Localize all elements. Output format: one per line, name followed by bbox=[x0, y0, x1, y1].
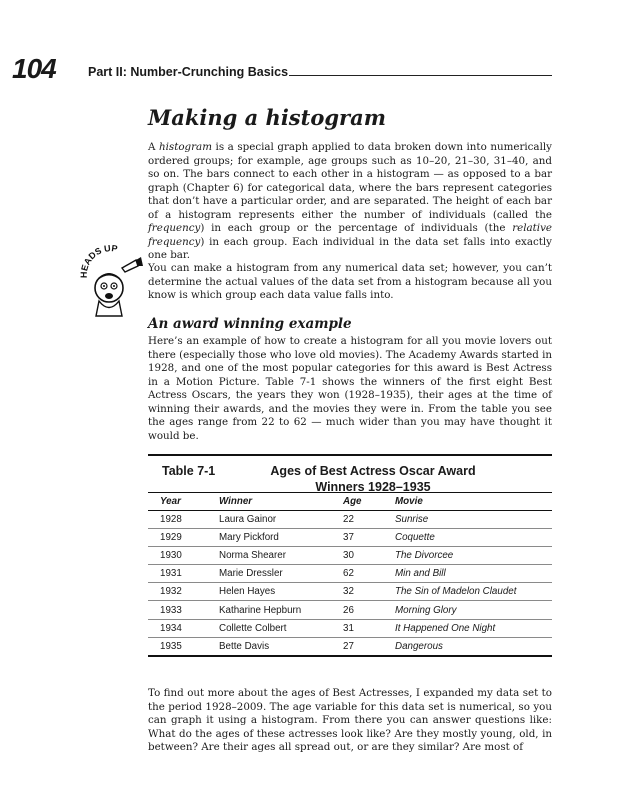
page-number: 104 bbox=[12, 53, 56, 84]
table-caption bbox=[148, 456, 552, 492]
cell-winner: Mary Pickford bbox=[219, 529, 343, 547]
cell-year: 1933 bbox=[148, 601, 219, 619]
running-head: Part II: Number-Crunching Basics bbox=[88, 65, 289, 79]
cell-age: 32 bbox=[343, 583, 395, 601]
cell-year: 1929 bbox=[148, 529, 219, 547]
heads-up-label: HEADS UP bbox=[78, 244, 119, 279]
cell-winner: Norma Shearer bbox=[219, 547, 343, 565]
cell-movie: Morning Glory bbox=[395, 601, 552, 619]
cell-year: 1928 bbox=[148, 511, 219, 529]
cell-winner: Marie Dressler bbox=[219, 565, 343, 583]
cell-winner: Bette Davis bbox=[219, 637, 343, 656]
table-header-row bbox=[148, 493, 552, 511]
intro-paragraph: A histogram is a special graph applied to data broken down into numerically ordered groups; for example, age groups such as 10–20, 21–30, 31–40, and so on. The bars connect to each other in a histogram — as opposed to a bar graph (Chapter 6) for categorical data, where the bars represent categories that don’t have a particular order, and are separated. The height of each bar of a histogram represents either the number of individuals (called the frequency) in each group or the percentage of individuals (the relative frequency) in each group. Each individual in the data set falls into exactly one bar. bbox=[148, 141, 552, 261]
table-row bbox=[148, 511, 552, 529]
column-header: Movie bbox=[395, 496, 423, 507]
cell-year: 1930 bbox=[148, 547, 219, 565]
cell-year: 1931 bbox=[148, 565, 219, 583]
cell-age: 22 bbox=[343, 511, 395, 529]
subsection-title: An award winning example bbox=[148, 316, 352, 332]
table-title: Ages of Best Actress Oscar Award Winners 1928–1935 bbox=[270, 464, 476, 494]
cell-age: 37 bbox=[343, 529, 395, 547]
table-grid bbox=[148, 493, 552, 657]
cell-age: 62 bbox=[343, 565, 395, 583]
cell-movie: Min and Bill bbox=[395, 565, 552, 583]
table-row bbox=[148, 529, 552, 547]
cell-movie: Dangerous bbox=[395, 637, 552, 656]
table-label: Table 7-1 bbox=[162, 464, 216, 478]
cell-age: 27 bbox=[343, 637, 395, 656]
cell-movie: The Sin of Madelon Claudet bbox=[395, 583, 552, 601]
table-row bbox=[148, 547, 552, 565]
table-row bbox=[148, 637, 552, 656]
cell-age: 30 bbox=[343, 547, 395, 565]
cell-movie: Sunrise bbox=[395, 511, 552, 529]
cell-winner: Laura Gainor bbox=[219, 511, 343, 529]
cell-winner: Katharine Hepburn bbox=[219, 601, 343, 619]
cell-movie: It Happened One Night bbox=[395, 619, 552, 637]
cell-winner: Helen Hayes bbox=[219, 583, 343, 601]
cell-year: 1932 bbox=[148, 583, 219, 601]
column-header: Winner bbox=[219, 496, 253, 507]
cell-movie: Coquette bbox=[395, 529, 552, 547]
table-row bbox=[148, 583, 552, 601]
heads-up-icon bbox=[78, 244, 144, 318]
cell-year: 1934 bbox=[148, 619, 219, 637]
header-rule bbox=[289, 75, 552, 76]
table-row bbox=[148, 601, 552, 619]
table-row bbox=[148, 619, 552, 637]
cell-age: 26 bbox=[343, 601, 395, 619]
cell-year: 1935 bbox=[148, 637, 219, 656]
table-row bbox=[148, 565, 552, 583]
cell-age: 31 bbox=[343, 619, 395, 637]
cell-movie: The Divorcee bbox=[395, 547, 552, 565]
section-title: Making a histogram bbox=[148, 105, 386, 130]
heads-up-text: You can make a histogram from any numerical data set; however, you can’t determine the actual values of the data set from a histogram because all you know is which group each data value falls into. bbox=[148, 262, 552, 301]
column-header: Year bbox=[160, 496, 181, 507]
column-header: Age bbox=[343, 496, 362, 507]
subsection-paragraph: Here’s an example of how to create a histogram for all you movie lovers out there (especially those who love old movies). The Academy Awards started in 1928, and one of the most popular categories for this award is Best Actress in a Motion Picture. Table 7-1 shows the winners of the first eight Best Actress Oscars, the years they won (1928–1935), their ages at the time of winning their awards, and the movies they were in. From the table you see the ages range from 22 to 62 — much wider than you may have thought it would be. bbox=[148, 335, 552, 442]
closing-paragraph: To find out more about the ages of Best Actresses, I expanded my data set to the period 1928–2009. The age variable for this data set is numerical, so you can graph it using a histogram. From there you can answer questions like: What do the ages of these actresses look like? Are they mostly young, old, in between? Are their ages all spread out, or are they similar? Are most of bbox=[148, 687, 552, 753]
cell-winner: Collette Colbert bbox=[219, 619, 343, 637]
oscar-table bbox=[148, 454, 552, 657]
